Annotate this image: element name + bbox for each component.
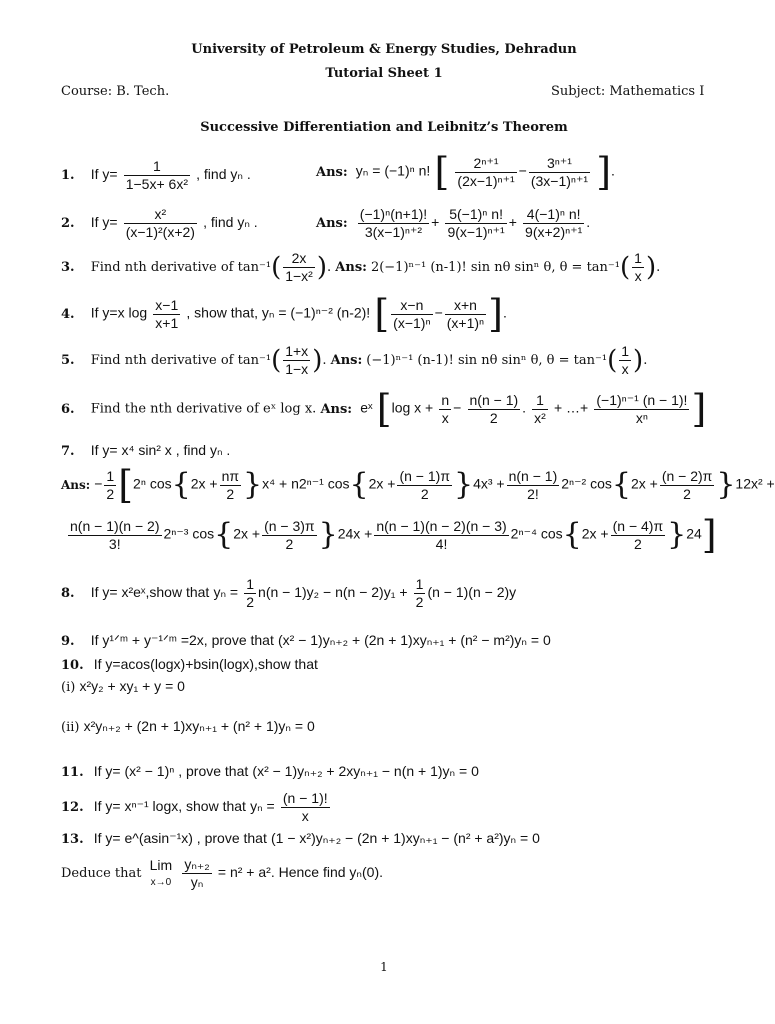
a7-f6-den: 2 bbox=[285, 535, 294, 552]
q13-equation: (1 − x²)yₙ₊₂ − (2n + 1)xyₙ₊₁ − (n² + a²)yₙ = 0 bbox=[271, 830, 540, 846]
q8-mid: n(n − 1)y₂ − n(n − 2)y₁ + bbox=[258, 584, 408, 600]
a7-f3-den: 2! bbox=[527, 485, 539, 502]
a7-term-1: 2ⁿ cos bbox=[133, 475, 172, 492]
question-number: 8. bbox=[61, 586, 75, 601]
a7-f5-num: n(n − 1)(n − 2) bbox=[70, 517, 160, 534]
q10-part-i-label: (i) bbox=[61, 680, 76, 695]
a1-f2-den: (3x−1)ⁿ⁺¹ bbox=[530, 172, 589, 189]
question-10-part-i bbox=[61, 678, 185, 695]
q2-den: (x−1)²(x+2) bbox=[125, 224, 195, 240]
a7-half bbox=[104, 468, 116, 503]
a7-f8-num: (n − 4)π bbox=[612, 517, 664, 534]
q5-fraction bbox=[283, 343, 310, 378]
bracket-open: [ bbox=[434, 150, 450, 194]
a7-term-4-tail: 24x + bbox=[337, 525, 373, 542]
a7-f2-num: (n − 1)π bbox=[399, 467, 450, 484]
a2-f2-num: 5(−1)ⁿ n! bbox=[445, 206, 506, 224]
question-number: 6. bbox=[61, 401, 75, 417]
a6-fraction-3 bbox=[532, 392, 548, 427]
q1-fraction bbox=[124, 158, 190, 193]
a7-f7-den: 4! bbox=[435, 535, 448, 552]
a2-f3-num: 4(−1)ⁿ n! bbox=[523, 206, 584, 224]
ans-label: Ans: bbox=[320, 401, 353, 417]
q12-fraction bbox=[281, 790, 330, 825]
q3-fraction bbox=[283, 250, 315, 285]
a2-fraction-2 bbox=[445, 206, 506, 241]
a7-term-2-tail: 4x³ + bbox=[473, 475, 505, 492]
question-4: 4. If y=x log $\frac{x-1}{x+1}$ , show that, yₙ = (−1)ⁿ⁻² (n-2)! [ $\frac{x-n}{\text{(x−1)ⁿ}}$ − $\frac{x+n}{\text{(x+1)ⁿ}}$ ]. bbox=[61, 292, 507, 336]
a7-fraction-4 bbox=[660, 468, 715, 503]
question-11 bbox=[61, 763, 479, 780]
a7-fraction-2 bbox=[397, 468, 452, 503]
q9-text: If y¹ᐟᵐ + y⁻¹ᐟᵐ =2x, prove that bbox=[90, 632, 274, 648]
ans-label: Ans: bbox=[61, 477, 91, 492]
q8-tail: (n − 1)(n − 2)y bbox=[427, 584, 517, 600]
a7-f6-num: (n − 3)π bbox=[264, 517, 315, 534]
question-number: 2. bbox=[61, 216, 75, 231]
a7-term-4: 2ⁿ⁻³ cos bbox=[163, 525, 215, 542]
a7-half-num: 1 bbox=[106, 467, 115, 484]
a7-f4-num: (n − 2)π bbox=[661, 467, 713, 484]
limit-fraction bbox=[182, 856, 211, 891]
limit-operator bbox=[148, 857, 175, 891]
hence-text: . Hence find yₙ(0). bbox=[270, 864, 383, 880]
q1-num: 1 bbox=[124, 158, 190, 176]
a6-fraction-1 bbox=[439, 392, 451, 427]
q8-half-1-den: 2 bbox=[246, 594, 255, 610]
question-12 bbox=[61, 790, 332, 825]
question-3: 3. Find nth derivative of tan⁻¹( $\frac{2x}{\text{1−x²}}$ ). Ans: 2(−1)ⁿ⁻¹ (n-1)! sin nθ sinⁿ θ, θ = tan⁻¹( $\frac{1}{x}$ ). bbox=[61, 250, 661, 284]
q4-num: x−1 bbox=[155, 296, 179, 313]
q1-suffix: , find yₙ . bbox=[196, 166, 251, 182]
a5-fraction bbox=[619, 343, 631, 378]
a1-fraction-1 bbox=[455, 155, 516, 190]
a7-fraction-1 bbox=[220, 468, 241, 503]
question-number: 5. bbox=[61, 353, 75, 368]
q8-half-2-den: 2 bbox=[415, 594, 424, 610]
q4-den: x+1 bbox=[155, 314, 179, 331]
subject-label: Subject: Mathematics I bbox=[551, 84, 705, 99]
a6-lead: eˣ bbox=[360, 399, 373, 416]
lim-sub: x→0 bbox=[150, 876, 172, 888]
a6-dots: + …+ bbox=[553, 399, 589, 416]
question-2 bbox=[61, 206, 258, 241]
q2-prefix: If y= bbox=[90, 214, 118, 230]
question-number: 13. bbox=[61, 832, 84, 847]
q11-equation: (x² − 1)yₙ₊₂ + 2xyₙ₊₁ − n(n + 1)yₙ = 0 bbox=[252, 763, 479, 779]
ans-label: Ans: bbox=[316, 164, 348, 180]
a6-f2-num: n(n − 1) bbox=[469, 391, 519, 408]
q7-text: If y= x⁴ sin² x , find yₙ . bbox=[90, 442, 231, 458]
q4-suffix: , show that, yₙ = (−1)ⁿ⁻² (n-2)! bbox=[186, 304, 371, 321]
q8-lead: yₙ = bbox=[213, 584, 239, 600]
q6-text: Find the nth derivative of eˣ log x. bbox=[90, 401, 317, 417]
q12-text: If y= xⁿ⁻¹ logx, show that bbox=[93, 798, 246, 814]
question-7 bbox=[61, 442, 230, 459]
deduce-line bbox=[61, 856, 383, 891]
question-13 bbox=[61, 830, 540, 847]
page-number: 1 bbox=[380, 960, 388, 974]
a7-term-5: 2ⁿ⁻⁴ cos bbox=[510, 525, 563, 542]
question-number: 4. bbox=[61, 306, 75, 322]
a7-term-1-tail: x⁴ + n2ⁿ⁻¹ cos bbox=[262, 475, 350, 492]
q5-text: Find nth derivative of tan⁻¹ bbox=[90, 353, 272, 368]
a1-f1-den: (2x−1)ⁿ⁺¹ bbox=[457, 172, 515, 189]
q2-num: x² bbox=[124, 206, 197, 224]
a6-f1-den: x bbox=[441, 409, 449, 426]
a7-f2-den: 2 bbox=[420, 485, 429, 502]
a7-term-4-inner: 2x + bbox=[233, 525, 261, 542]
q4-bracket-fraction-2 bbox=[445, 297, 486, 332]
q8-text: If y= x²eˣ,show that bbox=[90, 584, 210, 600]
topic-title: Successive Differentiation and Leibnitz’s Theorem bbox=[200, 120, 568, 135]
q5-num: 1+x bbox=[285, 343, 309, 359]
q10-equation-1: x²y₂ + xy₁ + y = 0 bbox=[79, 678, 185, 694]
question-number: 7. bbox=[61, 444, 75, 459]
a2-f2-den: 9(x−1)ⁿ⁺¹ bbox=[447, 224, 505, 240]
lim-tail: = n² + a² bbox=[217, 864, 271, 880]
answer-7-line-1: Ans: − $\frac{1}{2}$ [2ⁿ cos{2x + $\frac{n\pi}{2}$ }x⁴ + n2ⁿ⁻¹ cos{2x + $\frac{(n - 1)\pi}{2}$ }4x³ + $\frac{n(n - 1)}{2!}$ 2ⁿ⁻² cos{2x + $\frac{(n - 2)\pi}{2}$ }12x² + bbox=[61, 463, 775, 507]
q10-part-ii-label: (ii) bbox=[61, 720, 80, 735]
question-5: 5. Find nth derivative of tan⁻¹( $\frac{1+x}{1-x}$ ). Ans: (−1)ⁿ⁻¹ (n-1)! sin nθ sinⁿ θ, θ = tan⁻¹( $\frac{1}{x}$ ). bbox=[61, 343, 648, 377]
lim-text: Lim bbox=[149, 856, 173, 873]
q13-text: If y= e^(asin⁻¹x) , prove that bbox=[93, 830, 267, 846]
question-number: 12. bbox=[61, 800, 84, 815]
a7-term-1-inner: 2x + bbox=[190, 475, 218, 492]
a7-fraction-3 bbox=[507, 468, 560, 503]
question-8 bbox=[61, 576, 516, 611]
question-9 bbox=[61, 632, 551, 649]
a7-fraction-7 bbox=[374, 518, 508, 553]
answer-1: Ans: yₙ = (−1)ⁿ n! [ $\frac{\text{2ⁿ⁺¹}}{\text{(2x−1)ⁿ⁺¹}}$ − $\frac{\text{3ⁿ⁺¹}}{\text{(3x−1)ⁿ⁺¹}}$ ]. bbox=[316, 150, 615, 194]
q3-den: 1−x² bbox=[285, 268, 313, 284]
a1-f2-num: 3ⁿ⁺¹ bbox=[529, 155, 590, 173]
question-6: 6. Find the nth derivative of eˣ log x. Ans: eˣ [log x + $\frac{n}{x}$ − $\frac{n(n - 1)}{2}$ . $\frac{1}{\text{x²}}$ + …+ $\frac{\text{(−1)ⁿ⁻¹ (n − 1)!}}{\text{xⁿ}}$ ] bbox=[61, 387, 707, 431]
a2-fraction-1 bbox=[358, 206, 429, 241]
a2-fraction-3 bbox=[523, 206, 584, 241]
deduce-text: Deduce that bbox=[61, 866, 142, 881]
q4-b1-den: (x−1)ⁿ bbox=[393, 314, 431, 331]
a5-den: x bbox=[621, 361, 629, 377]
a7-f7-num: n(n − 1)(n − 2)(n − 3) bbox=[376, 517, 507, 534]
a7-f3-num: n(n − 1) bbox=[508, 467, 558, 484]
q4-b1-num: x−n bbox=[391, 297, 432, 315]
q12-den: x bbox=[301, 808, 309, 824]
q10-text: If y=acos(logx)+bsin(logx),show that bbox=[93, 656, 318, 672]
a2-f1-den: 3(x−1)ⁿ⁺² bbox=[364, 224, 423, 240]
a6-f1-num: n bbox=[441, 391, 450, 408]
q2-fraction bbox=[124, 206, 197, 241]
question-number: 9. bbox=[61, 634, 75, 649]
a7-f1-num: nπ bbox=[221, 467, 240, 484]
q8-half-2-num: 1 bbox=[415, 576, 424, 592]
q4-bracket-fraction-1 bbox=[391, 297, 432, 332]
a3-den: x bbox=[634, 268, 642, 284]
q3-text: Find nth derivative of tan⁻¹ bbox=[90, 260, 272, 275]
course-label: Course: B. Tech. bbox=[61, 84, 170, 99]
question-number: 11. bbox=[61, 765, 84, 780]
answer-2: Ans: $\frac{\text{(−1)ⁿ(n+1)!}}{\text{3(x−1)ⁿ⁺²}}$ + $\frac{\text{5(−1)ⁿ n!}}{\text{9(x−1)ⁿ⁺¹}}$ + $\frac{\text{4(−1)ⁿ n!}}{\text{9(x+2)ⁿ⁺¹}}$ . bbox=[316, 206, 591, 240]
q8-half-2 bbox=[414, 576, 426, 611]
a6-fraction-4 bbox=[594, 392, 689, 427]
a6-f4-den: xⁿ bbox=[635, 409, 648, 426]
q4-fraction bbox=[153, 297, 180, 332]
a7-term-3-inner: 2x + bbox=[630, 475, 658, 492]
lim-den: yₙ bbox=[190, 874, 204, 890]
ans-label: Ans: bbox=[335, 260, 367, 275]
a7-fraction-8 bbox=[611, 518, 666, 553]
a1-f1-num: 2ⁿ⁺¹ bbox=[455, 155, 516, 173]
q12-num: (n − 1)! bbox=[282, 790, 328, 806]
question-1 bbox=[61, 158, 251, 193]
a7-f5-den: 3! bbox=[108, 535, 121, 552]
q3-num: 2x bbox=[283, 250, 315, 268]
q1-prefix: If y= bbox=[90, 166, 118, 182]
question-10-part-ii bbox=[61, 718, 315, 735]
a6-fraction-2 bbox=[468, 392, 521, 427]
a6-f2-den: 2 bbox=[489, 409, 498, 426]
q1-den: 1−5x+ 6x² bbox=[125, 176, 188, 192]
question-10 bbox=[61, 656, 318, 673]
a1-fraction-2 bbox=[529, 155, 590, 190]
q8-half-1-num: 1 bbox=[246, 576, 255, 592]
a6-f3-num: 1 bbox=[532, 392, 548, 410]
a7-half-den: 2 bbox=[106, 485, 115, 502]
q4-b2-den: (x+1)ⁿ bbox=[446, 314, 485, 331]
question-number: 3. bbox=[61, 260, 75, 275]
ans-label: Ans: bbox=[316, 216, 348, 231]
a6-log: log x + bbox=[391, 399, 434, 416]
q5-den: 1−x bbox=[285, 361, 309, 377]
a7-term-5-inner: 2x + bbox=[581, 525, 609, 542]
a7-term-5-tail: 24 bbox=[686, 525, 702, 542]
a3-num: 1 bbox=[634, 250, 642, 266]
a7-term-3: 2ⁿ⁻² cos bbox=[561, 475, 612, 492]
university-title: University of Petroleum & Energy Studies, Dehradun bbox=[191, 42, 577, 57]
q12-lead: yₙ = bbox=[250, 798, 275, 814]
q4-text: If y=x log bbox=[90, 304, 148, 321]
a3-fraction bbox=[632, 250, 644, 285]
a6-f3-den: x² bbox=[534, 409, 546, 426]
q9-equation: (x² − 1)yₙ₊₂ + (2n + 1)xyₙ₊₁ + (n² − m²)yₙ = 0 bbox=[277, 632, 551, 648]
a2-f1-num: (−1)ⁿ(n+1)! bbox=[359, 206, 428, 222]
question-number: 10. bbox=[61, 658, 84, 673]
a7-f4-den: 2 bbox=[683, 485, 691, 502]
a7-fraction-5 bbox=[68, 518, 162, 553]
a6-f4-num: (−1)ⁿ⁻¹ (n − 1)! bbox=[596, 391, 688, 408]
a5-text: (−1)ⁿ⁻¹ (n-1)! sin nθ sinⁿ θ, θ = tan⁻¹ bbox=[366, 353, 608, 368]
a7-f1-den: 2 bbox=[226, 485, 235, 502]
answer-7-line-2: $\frac{n(n - 1)(n - 2)}{3!}$ 2ⁿ⁻³ cos{2x + $\frac{(n - 3)\pi}{2}$ }24x + $\frac{n(n - 1)(n - 2)(n - 3)}{4!}$ 2ⁿ⁻⁴ cos{2x + $\frac{(n - 4)\pi}{2}$ }24] bbox=[70, 513, 717, 557]
lim-num: yₙ₊₂ bbox=[184, 856, 210, 872]
a1-lead: yₙ = (−1)ⁿ n! bbox=[355, 162, 431, 179]
a7-fraction-6 bbox=[262, 518, 317, 553]
q10-equation-2: x²yₙ₊₂ + (2n + 1)xyₙ₊₁ + (n² + 1)yₙ = 0 bbox=[83, 718, 315, 734]
bracket-close: ] bbox=[596, 150, 612, 194]
question-number: 1. bbox=[61, 168, 75, 183]
sheet-title: Tutorial Sheet 1 bbox=[325, 66, 443, 81]
a7-minus: − bbox=[94, 475, 103, 492]
a3-text: 2(−1)ⁿ⁻¹ (n-1)! sin nθ sinⁿ θ, θ = tan⁻¹ bbox=[370, 260, 621, 275]
q11-text: If y= (x² − 1)ⁿ , prove that bbox=[93, 763, 249, 779]
a2-f3-den: 9(x+2)ⁿ⁺¹ bbox=[525, 224, 583, 240]
a7-term-2-inner: 2x + bbox=[368, 475, 396, 492]
a5-num: 1 bbox=[621, 343, 630, 359]
q2-suffix: , find yₙ . bbox=[203, 214, 258, 230]
q4-b2-num: x+n bbox=[445, 297, 486, 315]
q8-half-1 bbox=[244, 576, 256, 611]
a7-term-3-tail: 12x² + bbox=[735, 475, 775, 492]
a7-f8-den: 2 bbox=[633, 535, 642, 552]
ans-label: Ans: bbox=[330, 353, 363, 368]
